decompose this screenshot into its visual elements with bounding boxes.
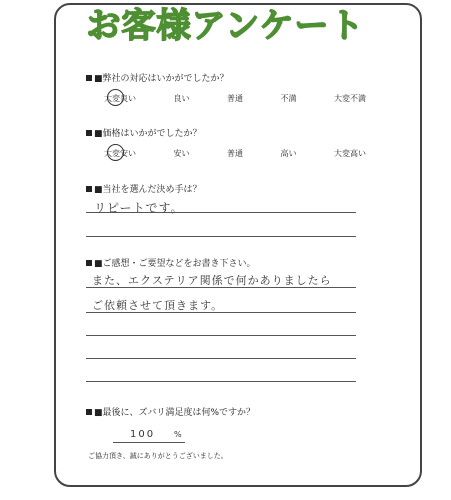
question-satisfaction <box>86 405 255 418</box>
answer-line <box>86 312 356 313</box>
question-reason <box>86 182 202 195</box>
answer-line <box>86 335 356 336</box>
service-choice-very-good[interactable]: 大変良い <box>100 93 140 104</box>
service-choice-good[interactable]: 良い <box>173 94 190 103</box>
price-choices <box>100 148 370 159</box>
answer-line <box>86 287 356 288</box>
reason-answer: リピートです。 <box>94 201 184 215</box>
answer-line <box>86 358 356 359</box>
survey-title: お客様アンケート <box>86 6 365 46</box>
answer-line <box>86 381 356 382</box>
bullet-square-icon <box>86 186 92 192</box>
service-choice-very-poor[interactable]: 大変不満 <box>334 94 366 103</box>
question-service-label: ■弊社の対応はいかがでしたか？ <box>94 74 229 84</box>
question-comments <box>86 256 256 269</box>
service-choices <box>100 93 370 104</box>
question-reason-label: ■当社を選んだ決め手は？ <box>94 185 202 195</box>
service-choice-average[interactable]: 普通 <box>227 94 243 103</box>
service-choice-poor[interactable]: 不満 <box>280 94 297 103</box>
thanks-message: ご協力頂き、誠にありがとうございました。 <box>88 452 228 460</box>
satisfaction-value: 100 <box>130 429 156 440</box>
question-satisfaction-label: ■最後に、ズバリ満足度は何%ですか？ <box>94 408 256 418</box>
question-price <box>86 126 202 139</box>
price-choice-very-expensive[interactable]: 大変高い <box>334 149 366 158</box>
price-choice-average[interactable]: 普通 <box>227 149 243 158</box>
price-choice-expensive[interactable]: 高い <box>280 149 297 158</box>
bullet-square-icon <box>86 260 92 266</box>
answer-line <box>86 212 356 213</box>
satisfaction-unit: % <box>174 430 183 439</box>
question-price-label: ■価格はいかがでしたか？ <box>94 129 202 139</box>
question-comments-label: ■ご感想・ご要望などをお書き下さい。 <box>94 259 256 269</box>
question-service <box>86 71 229 84</box>
bullet-square-icon <box>86 75 92 81</box>
bullet-square-icon <box>86 130 92 136</box>
bullet-square-icon <box>86 409 92 415</box>
satisfaction-line <box>113 442 185 443</box>
answer-line <box>86 236 356 237</box>
comments-answer-line-1: また、エクステリア関係で何かありましたら <box>92 274 332 287</box>
price-choice-very-cheap[interactable]: 大変安い <box>100 148 140 159</box>
price-choice-cheap[interactable]: 安い <box>173 149 190 158</box>
comments-answer-line-2: ご依頼させて頂きます。 <box>92 299 224 312</box>
